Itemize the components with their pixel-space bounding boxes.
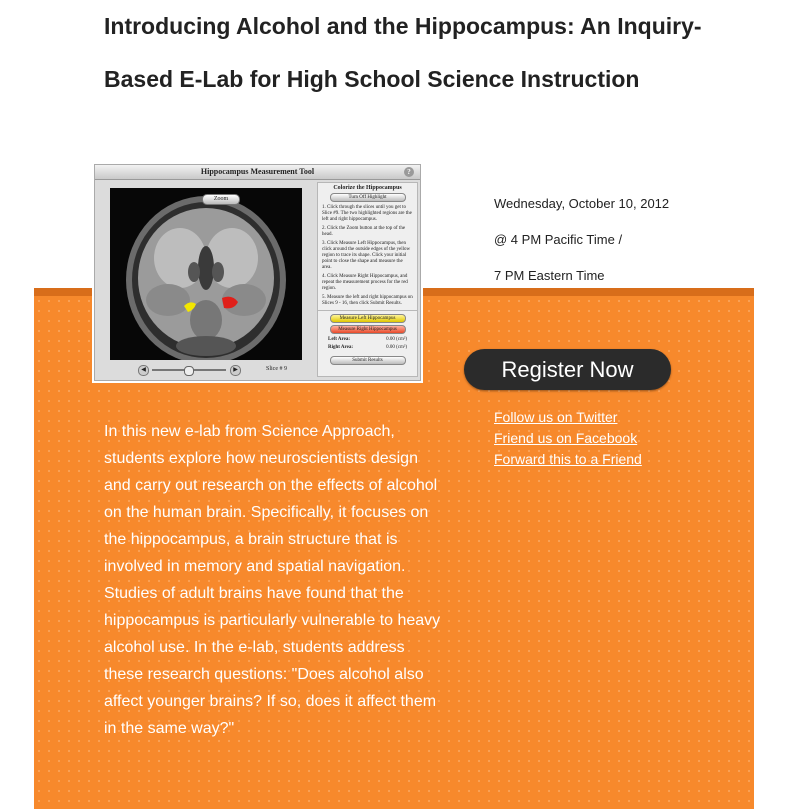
left-area-value: 0.00 (cm²) [386,337,407,342]
submit-results-button[interactable]: Submit Results [330,356,406,365]
social-links [494,407,642,470]
slice-label: Slice # [266,366,283,372]
step-1: 1. Click through the slices until you get to Slice #9. The two highlighted regions are the left and right hippocampus. [322,205,412,222]
register-now-button[interactable]: Register Now [464,349,671,390]
event-date: Wednesday, October 10, 2012 [494,196,670,211]
step-5: 5. Measure the left and right hippocampus on Slices 9 - 16, then click Submit Results. [322,295,413,306]
page-title: Introducing Alcohol and the Hippocampus: An Inquiry-Based E-Lab for High School Science Instruction [104,13,702,92]
panel-heading: Colorize the Hippocampus [333,185,402,191]
help-icon[interactable]: ? [404,167,414,177]
instructions-panel [317,182,418,377]
event-time-pacific: @ 4 PM Pacific Time / [494,232,623,247]
tool-titlebar [95,165,420,180]
left-area-row [318,336,417,344]
event-time-eastern: 7 PM Eastern Time [494,268,605,283]
turn-off-highlight-button[interactable]: Turn Off Highlight [330,193,406,202]
tool-image-area [98,182,312,377]
forward-link[interactable]: Forward this to a Friend [494,451,642,467]
right-area-row [318,344,417,352]
slider-thumb[interactable] [184,366,194,376]
slice-number: 9 [284,366,287,372]
panel-divider [318,310,417,311]
step-3: 3. Click Measure Left Hippocampus, then click around the outside edges of the yellow region to trace its shape. Click your initial point to close the shape and measure the area. [322,241,411,270]
right-area-value: 0.00 (cm²) [386,345,407,350]
facebook-link[interactable]: Friend us on Facebook [494,430,638,446]
description-text: In this new e-lab from Science Approach, students explore how neuroscientists design and carry out research on the effects of alcohol on the human brain. Specifically, it focuses on the hippocampus, a brain structure that is involved in memory and spatial navigation. Studies of adult brains have found that the hippocampus is particularly vulnerable to heavy alcohol use. In the e-lab, students address these research questions: "Does alcohol also affect younger brains? If so, does it affect them in the same way?" [104,423,441,737]
next-arrow-icon[interactable]: ▶ [230,365,241,376]
right-area-label: Right Area: [328,345,354,350]
tool-window-title: Hippocampus Measurement Tool [200,167,315,176]
step-2: 2. Click the Zoom button at the top of the head. [322,226,406,237]
left-area-label: Left Area: [328,337,350,342]
zoom-button[interactable]: Zoom [202,194,240,205]
slice-slider[interactable] [152,369,226,371]
brain-scan-graphic [110,188,302,360]
slice-readout [266,366,287,372]
event-info [494,186,754,294]
step-4: 4. Click Measure Right Hippocampus, and repeat the measurement process for the red region. [322,274,408,291]
instruction-steps [318,205,417,307]
prev-arrow-icon[interactable]: ◀ [138,365,149,376]
hippocampus-tool-screenshot [94,164,421,381]
slice-controls [138,364,308,376]
measure-left-button[interactable]: Measure Left Hippocampus [330,314,406,323]
mri-brain-image [110,188,302,360]
twitter-link[interactable]: Follow us on Twitter [494,409,618,425]
measure-right-button[interactable]: Measure Right Hippocampus [330,325,406,334]
